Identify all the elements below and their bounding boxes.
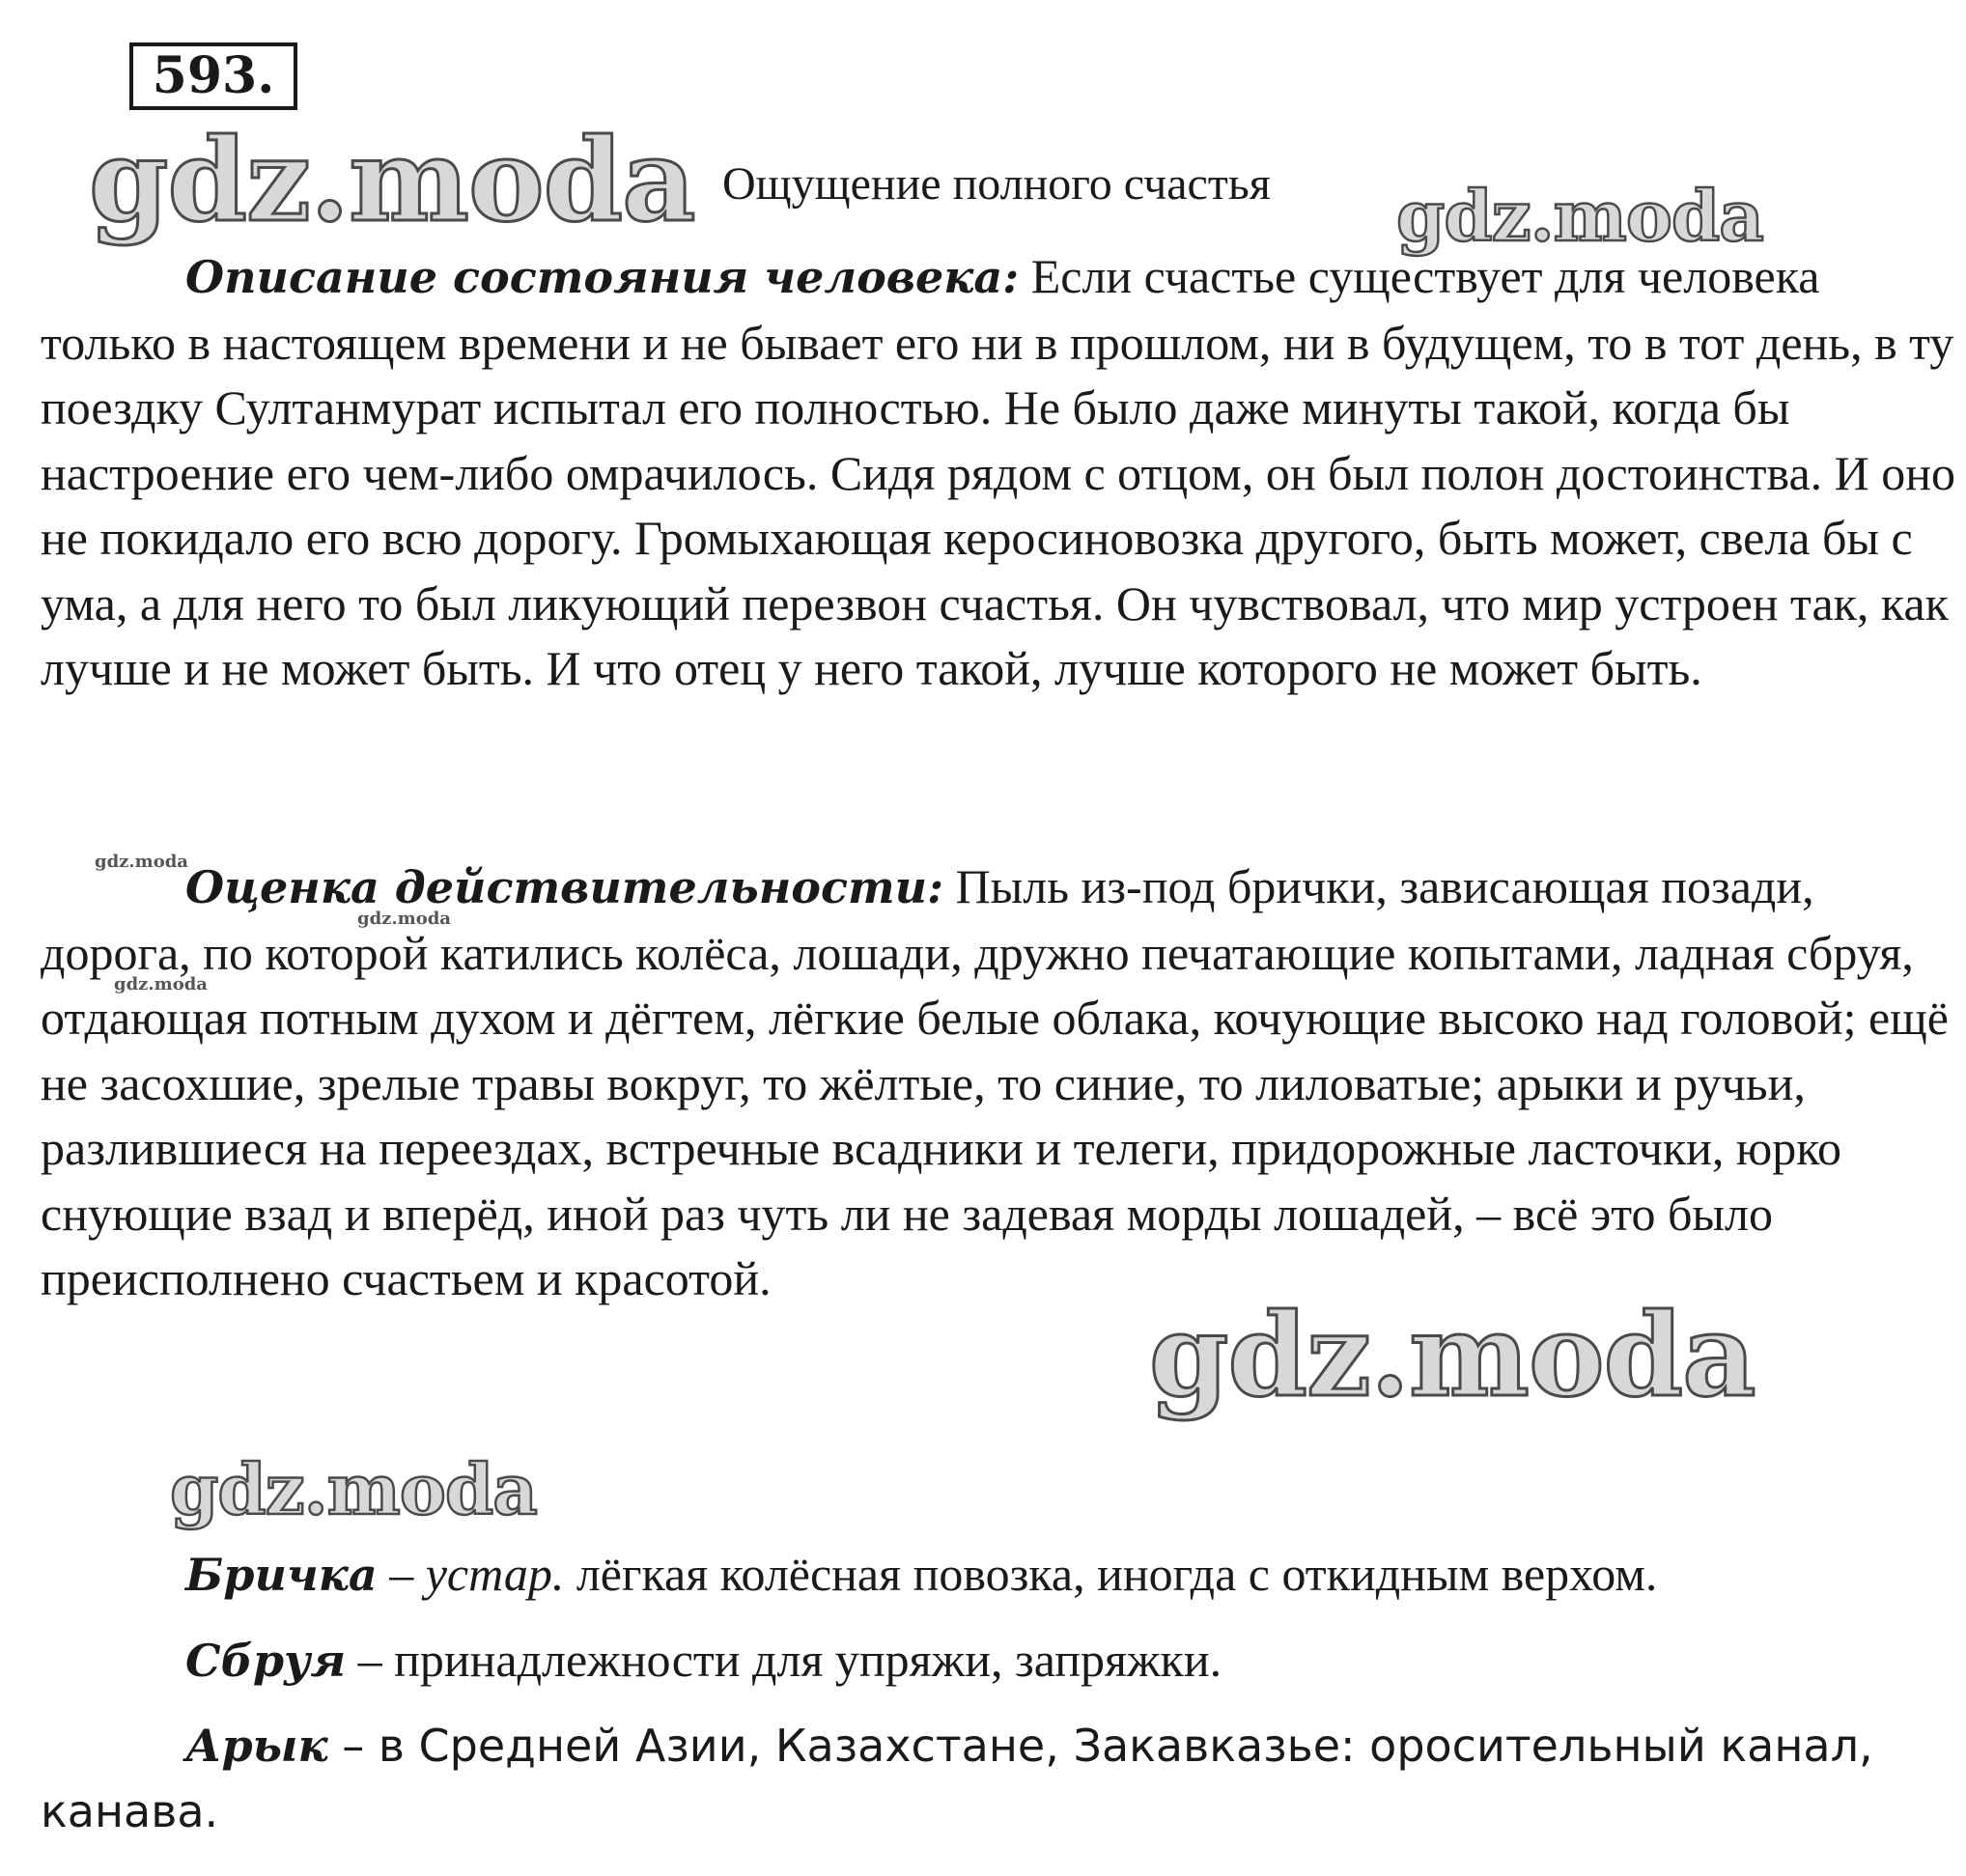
glossary-definition: принадлежности для упряжи, запряжки. — [394, 1633, 1222, 1687]
watermark-small: gdz.moda — [114, 974, 208, 994]
paragraph-text: Пыль из-под брички, зависающая позади, дорога, по которой катились колёса, лошади, дружно печатающие копытами, ладная сбруя, отдающая потным духом и дёгтем, лёгкие белые облака, кочующие высоко над головой; ещё не засохшие, зрелые травы вокруг, то жёлтые, то синие, то лиловатые; арыки и ручьи, разлившиеся на переездах, встречные всадники и телеги, придорожные ласточки, юрко снующие взад и вперёд, иной раз чуть ли не задевая морды лошадей, – всё это было преисполнено счастьем и красотой. — [41, 859, 1949, 1305]
glossary-dash: – — [377, 1547, 426, 1601]
task-number: 593. — [129, 42, 297, 110]
paragraph-state-description — [41, 244, 1962, 702]
watermark-small: gdz.moda — [95, 852, 188, 872]
glossary-item-sbruya — [41, 1627, 1962, 1694]
glossary-definition: лёгкая колёсная повозка, иногда с откидным верхом. — [564, 1547, 1658, 1601]
glossary-item-brichka — [41, 1541, 1962, 1608]
paragraph-term: Оценка действительности: — [185, 861, 944, 913]
glossary-item-aryk — [41, 1713, 1962, 1844]
paragraph-term: Описание состояния человека: — [185, 251, 1020, 303]
glossary-dash: – — [327, 1720, 379, 1772]
glossary-term: Сбруя — [185, 1635, 347, 1687]
glossary-definition: в Средней Азии, Казахстане, Закавказье: оросительный канал, канава. — [41, 1720, 1873, 1837]
watermark-logo: gdz.moda — [170, 1448, 537, 1530]
glossary-label: устар. — [425, 1547, 565, 1601]
glossary-term: Арык — [185, 1720, 328, 1772]
watermark-logo: gdz.moda — [1396, 175, 1763, 257]
glossary — [41, 1541, 1962, 1863]
paragraph-text: Если счастье существует для человека только в настоящем времени и не бывает его ни в прошлом, ни в будущем, то в тот день, в ту поездку Султанмурат испытал его полностью. Не было даже минуты такой, когда бы настроение его чем-либо омрачилось. Сидя рядом с отцом, он был полон достоинства. И оно не покидало его всю дорогу. Громыхающая керосиновозка другого, быть может, свела бы с ума, а для него то был ликующий перезвон счастья. Он чувствовал, что мир устроен так, как лучше и не может быть. И что отец у него такой, лучше которого не может быть. — [41, 249, 1956, 695]
watermark-logo: gdz.moda — [89, 113, 695, 247]
paragraph-reality-assessment — [41, 854, 1962, 1312]
glossary-dash: – — [346, 1633, 395, 1687]
glossary-term: Бричка — [185, 1549, 378, 1601]
watermark-small: gdz.moda — [357, 909, 451, 929]
watermark-logo: gdz.moda — [1149, 1288, 1755, 1422]
essay-title: Ощущение полного счастья — [722, 158, 1271, 210]
